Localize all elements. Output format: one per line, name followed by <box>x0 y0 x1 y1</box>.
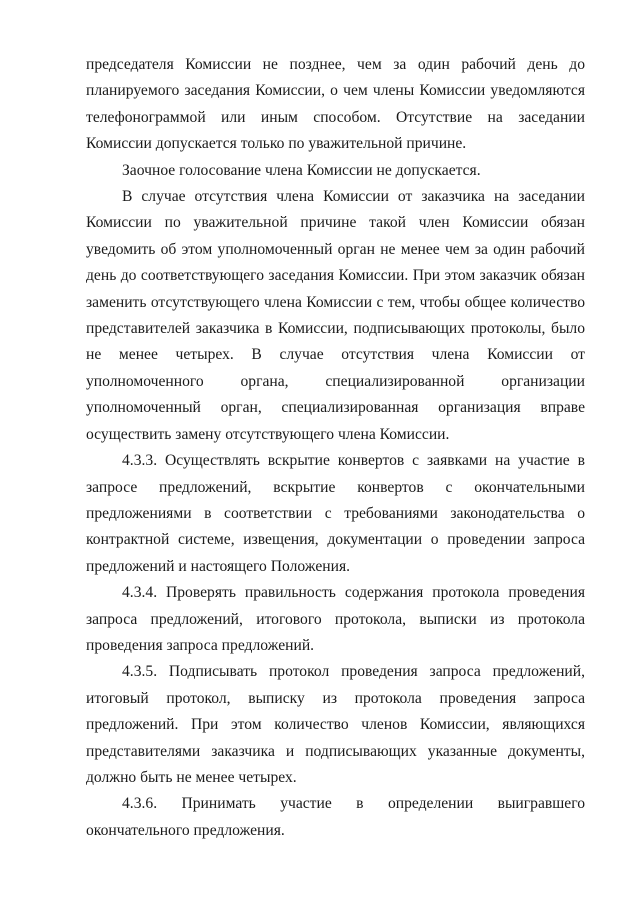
paragraph-4-3-5: 4.3.5. Подписывать протокол проведения запроса предложений, итоговый протокол, выписку из протокола проведения запроса предложений. При этом количество членов Комиссии, являющихся представителями заказчика и подписывающих указанные документы, должно быть не менее четырех. <box>86 663 585 786</box>
paragraph-4-3-3: 4.3.3. Осуществлять вскрытие конвертов с заявками на участие в запросе предложений, вскрытие конвертов с окончательными предложениями в соответствии с требованиями законодательства о контрактной системе, извещения, документации о проведении запроса предложений и настоящего Положения. <box>86 452 585 575</box>
paragraph-4-3-4: 4.3.4. Проверять правильность содержания протокола проведения запроса предложений, итогового протокола, выписки из протокола проведения запроса предложений. <box>86 584 585 654</box>
paragraph-absentee-voting: Заочное голосование члена Комиссии не допускается. <box>122 161 481 179</box>
document-body <box>86 52 585 844</box>
paragraph-notification: председателя Комиссии не позднее, чем за один рабочий день до планируемого заседания Комиссии, о чем члены Комиссии уведомляются телефонограммой или иным способом. Отсутствие на заседании Комиссии допускается только по уважительной причине. <box>86 56 585 153</box>
paragraph-member-absence: В случае отсутствия члена Комиссии от заказчика на заседании Комиссии по уважительной причине такой член Комиссии обязан уведомить об этом уполномоченный орган не менее чем за один рабочий день до соответствующего заседания Комиссии. При этом заказчик обязан заменить отсутствующего члена Комиссии с тем, чтобы общее количество представителей заказчика в Комиссии, подписывающих протоколы, было не менее четырех. В случае отсутствия члена Комиссии от уполномоченного органа, специализированной организации уполномоченный орган, специализированная организация вправе осуществить замену отсутствующего члена Комиссии. <box>86 188 585 443</box>
paragraph-4-3-6: 4.3.6. Принимать участие в определении выигравшего окончательного предложения. <box>86 795 585 839</box>
